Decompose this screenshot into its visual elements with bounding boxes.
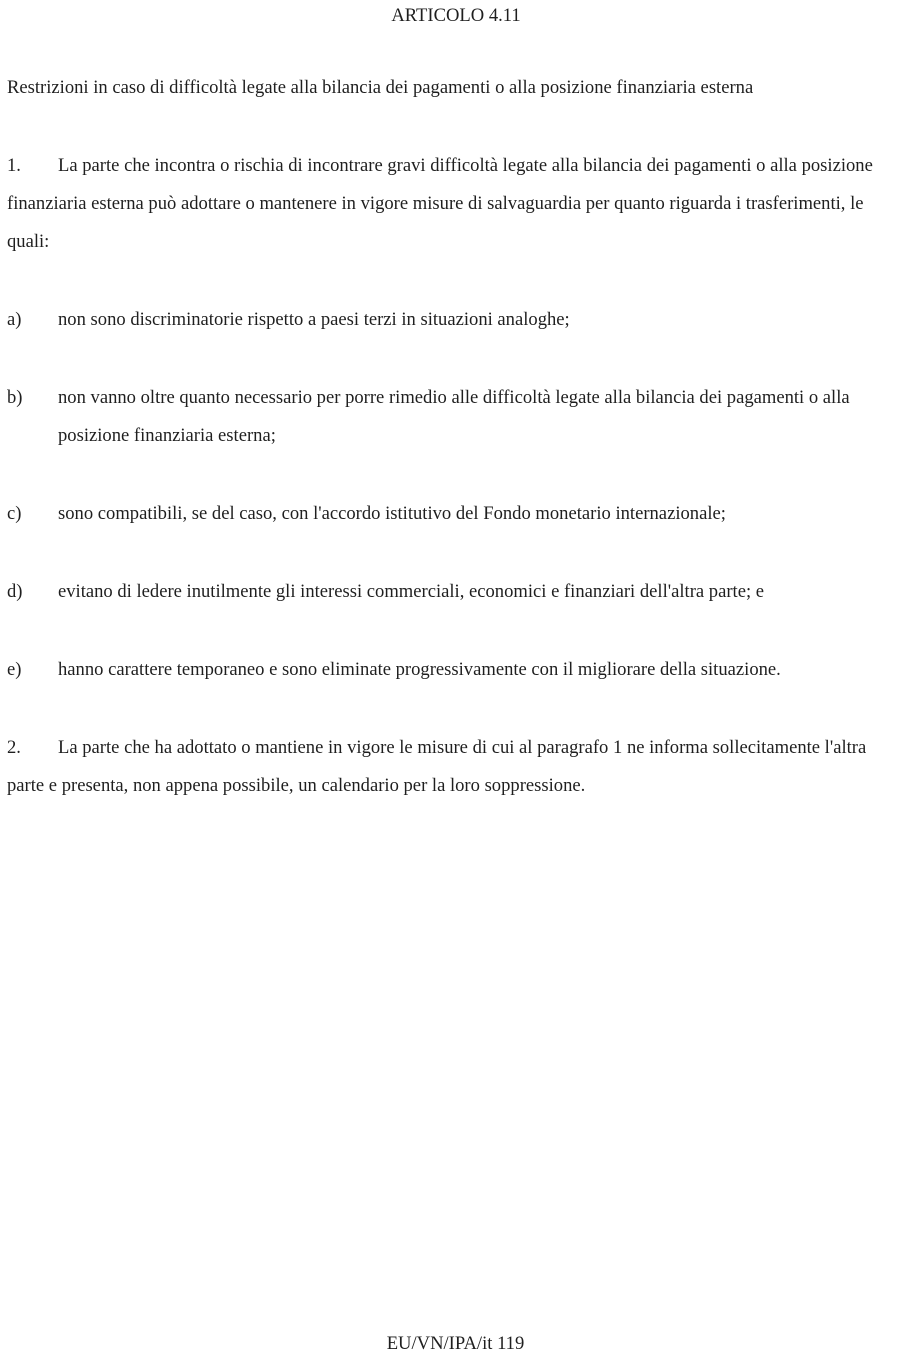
paragraph-1 bbox=[7, 147, 905, 261]
article-title: ARTICOLO 4.11 bbox=[391, 5, 521, 26]
paragraph-2-text: La parte che ha adottato o mantiene in vigore le misure di cui al paragrafo 1 ne informa sollecitamente l'altra parte e presenta, non appena possibile, un calendario per la loro soppressione. bbox=[7, 737, 867, 796]
list-item-c-marker: c) bbox=[7, 503, 22, 524]
list-item-b bbox=[7, 379, 905, 455]
paragraph-2-number: 2. bbox=[7, 737, 21, 758]
list-item-a-marker: a) bbox=[7, 309, 22, 330]
article-subtitle: Restrizioni in caso di difficoltà legate alla bilancia dei pagamenti o alla posizione finanziaria esterna bbox=[7, 77, 754, 98]
list-item-a-text: non sono discriminatorie rispetto a paesi terzi in situazioni analoghe; bbox=[58, 309, 570, 330]
paragraph-1-text: La parte che incontra o rischia di incontrare gravi difficoltà legate alla bilancia dei pagamenti o alla posizione finanziaria esterna può adottare o mantenere in vigore misure di salvaguardia per quanto riguarda i trasferimenti, le quali: bbox=[7, 155, 873, 252]
list-item-e-text: hanno carattere temporaneo e sono eliminate progressivamente con il migliorare della situazione. bbox=[58, 659, 781, 680]
list-item-c-text: sono compatibili, se del caso, con l'accordo istitutivo del Fondo monetario internazionale; bbox=[58, 503, 726, 524]
paragraph-2 bbox=[7, 729, 905, 805]
page-footer: EU/VN/IPA/it 119 bbox=[386, 1333, 525, 1354]
list-item-b-marker: b) bbox=[7, 387, 23, 408]
paragraph-1-number: 1. bbox=[7, 155, 21, 176]
list-item-d-text: evitano di ledere inutilmente gli interessi commerciali, economici e finanziari dell'altra parte; e bbox=[58, 581, 765, 602]
list-item-c bbox=[7, 495, 905, 533]
list-item-e bbox=[7, 651, 905, 689]
list-item-a bbox=[7, 301, 905, 339]
list-item-b-text: non vanno oltre quanto necessario per porre rimedio alle difficoltà legate alla bilancia dei pagamenti o alla posizione finanziaria esterna; bbox=[58, 387, 850, 446]
list-item-e-marker: e) bbox=[7, 659, 22, 680]
list-item-d-marker: d) bbox=[7, 581, 23, 602]
list-item-d bbox=[7, 573, 905, 611]
